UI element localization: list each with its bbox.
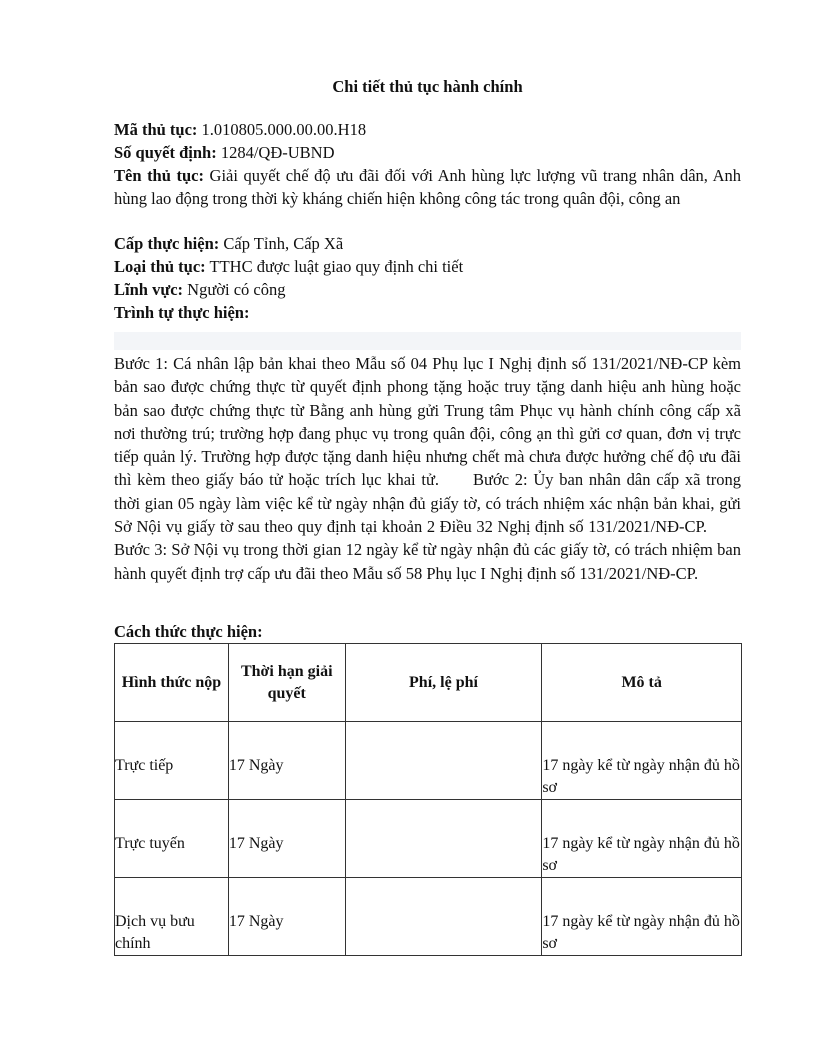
section-heading: Trình tự thực hiện: bbox=[114, 303, 250, 322]
column-header: Hình thức nộp bbox=[115, 644, 229, 722]
field-loai-thu-tuc bbox=[114, 255, 741, 278]
field-so-quyet-dinh bbox=[114, 141, 741, 164]
field-label: Số quyết định: bbox=[114, 143, 217, 162]
section-heading: Cách thức thực hiện: bbox=[114, 622, 263, 641]
procedure-steps bbox=[114, 352, 741, 585]
table-cell: 17 ngày kể từ ngày nhận đủ hồ sơ bbox=[542, 722, 742, 800]
table-cell: Dịch vụ bưu chính bbox=[115, 878, 229, 956]
table-header-row bbox=[115, 644, 742, 722]
table-cell: 17 Ngày bbox=[228, 878, 345, 956]
field-linh-vuc bbox=[114, 278, 741, 301]
table-row bbox=[115, 722, 742, 800]
table-cell bbox=[345, 800, 542, 878]
step-1: Bước 1: Cá nhân lập bản khai theo Mẫu số 04 Phụ lục I Nghị định số 131/2021/NĐ-CP kèm bản sao được chứng thực từ quyết định phong tặng hoặc truy tặng danh hiệu anh hùng hoặc bản sao được chứng thực từ Bằng anh hùng gửi Trung tâm Phục vụ hành chính công cấp xã nơi thường trú; trường hợp đang phục vụ trong quân đội, công ạn thì gửi cơ quan, đơn vị trực tiếp quản lý. Trường hợp được tặng danh hiệu nhưng chết mà chưa được hưởng chế độ ưu đãi thì kèm theo giấy báo tử hoặc trích lục khai tử. bbox=[114, 354, 741, 490]
table-cell bbox=[345, 722, 542, 800]
field-value: Người có công bbox=[183, 280, 286, 299]
field-value: TTHC được luật giao quy định chi tiết bbox=[205, 257, 464, 276]
field-label: Lĩnh vực: bbox=[114, 280, 184, 299]
cach-thuc-table bbox=[114, 643, 742, 956]
step-3: Bước 3: Sở Nội vụ trong thời gian 12 ngày kể từ ngày nhận đủ các giấy tờ, có trách nhiệm ban hành quyết định trợ cấp ưu đãi theo Mẫu số 58 Phụ lục I Nghị định số 131/2021/NĐ-CP. bbox=[114, 540, 741, 583]
field-ma-thu-tuc bbox=[114, 118, 741, 141]
field-value: 1284/QĐ-UBND bbox=[216, 143, 335, 162]
field-value: Giải quyết chế độ ưu đãi đối với Anh hùng lực lượng vũ trang nhân dân, Anh hùng lao động trong thời kỳ kháng chiến hiện không công tác trong quân đội, công an bbox=[114, 166, 741, 208]
document-title: Chi tiết thủ tục hành chính bbox=[332, 77, 523, 96]
field-value: 1.010805.000.00.00.H18 bbox=[197, 120, 367, 139]
field-label: Loại thủ tục: bbox=[114, 257, 206, 276]
field-cap-thuc-hien bbox=[114, 232, 741, 255]
field-trinh-tu bbox=[114, 301, 741, 324]
field-label: Cấp thực hiện: bbox=[114, 234, 220, 253]
table-cell: 17 ngày kể từ ngày nhận đủ hồ sơ bbox=[542, 800, 742, 878]
field-label: Mã thủ tục: bbox=[114, 120, 198, 139]
cach-thuc-heading-row bbox=[114, 620, 741, 643]
field-ten-thu-tuc bbox=[114, 164, 741, 210]
table-cell: Trực tuyến bbox=[115, 800, 229, 878]
column-header: Phí, lệ phí bbox=[345, 644, 542, 722]
table-cell: 17 ngày kể từ ngày nhận đủ hồ sơ bbox=[542, 878, 742, 956]
field-value: Cấp Tỉnh, Cấp Xã bbox=[219, 234, 344, 253]
table-row bbox=[115, 800, 742, 878]
table-row bbox=[115, 878, 742, 956]
column-header: Thời hạn giải quyết bbox=[228, 644, 345, 722]
field-label: Tên thủ tục: bbox=[114, 166, 204, 185]
table-cell: 17 Ngày bbox=[228, 800, 345, 878]
shaded-band bbox=[114, 332, 741, 350]
table-cell bbox=[345, 878, 542, 956]
table-cell: 17 Ngày bbox=[228, 722, 345, 800]
table-cell: Trực tiếp bbox=[115, 722, 229, 800]
column-header: Mô tả bbox=[542, 644, 742, 722]
step-2: Bước 2: Ủy ban nhân dân cấp xã trong thời gian 05 ngày làm việc kể từ ngày nhận đủ giấy tờ, có trách nhiệm xác nhận bản khai, gửi Sở Nội vụ giấy tờ sau theo quy định tại khoản 2 Điều 32 Nghị định số 131/2021/NĐ-CP. bbox=[114, 470, 741, 537]
